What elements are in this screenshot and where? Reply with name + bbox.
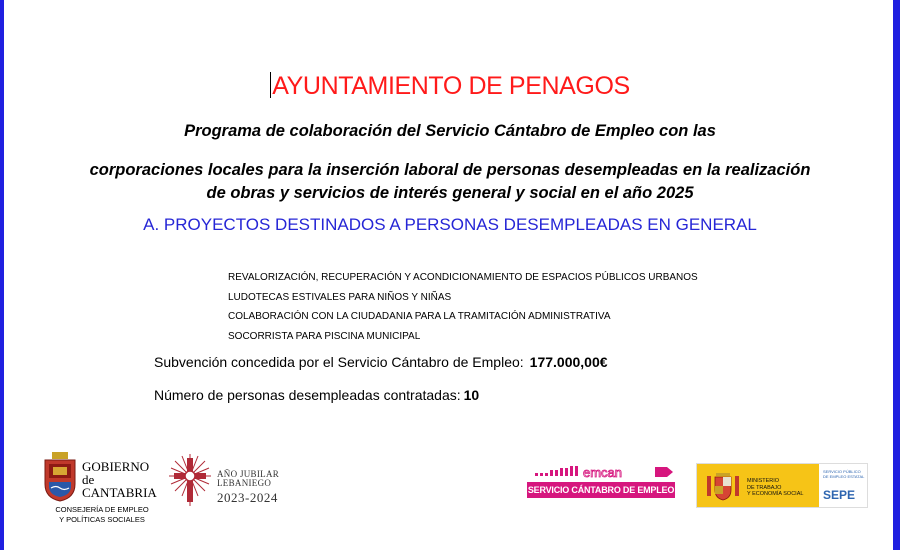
project-item: REVALORIZACIÓN, RECUPERACIÓN Y ACONDICIONAMIENTO DE ESPACIOS PÚBLICOS URBANOS bbox=[228, 272, 698, 283]
project-item: LUDOTECAS ESTIVALES PARA NIÑOS Y NIÑAS bbox=[228, 291, 452, 303]
project-item: SOCORRISTA PARA PISCINA MUNICIPAL bbox=[228, 330, 421, 342]
gobierno-line2: de bbox=[82, 472, 95, 487]
gobierno-line1: GOBIERNO bbox=[82, 459, 150, 474]
personas-value: 10 bbox=[463, 387, 480, 403]
sepe-small-line2: DE EMPLEO ESTATAL bbox=[823, 473, 865, 479]
consejeria-text bbox=[42, 505, 162, 525]
title-text: AYUNTAMIENTO DE PENAGOS bbox=[272, 72, 630, 100]
page-title bbox=[0, 72, 900, 101]
program-subtitle-block bbox=[0, 159, 900, 205]
consejeria-line1: CONSEJERÍA DE EMPLEO bbox=[55, 505, 149, 514]
emcan-bar-text: SERVICIO CÁNTABRO DE EMPLEO bbox=[527, 482, 675, 498]
ministerio-text bbox=[747, 478, 803, 498]
gobierno-name bbox=[82, 460, 157, 499]
sepe-panel bbox=[819, 464, 867, 507]
program-subtitle-line2: corporaciones locales para la inserción laboral de personas desempleadas en la realización bbox=[89, 161, 811, 179]
project-item: COLABORACIÓN CON LA CIUDADANIA PARA LA TRAMITACIÓN ADMINISTRATIVA bbox=[228, 311, 611, 322]
gobierno-cantabria-logo bbox=[42, 450, 167, 530]
gobierno-line3: CANTABRIA bbox=[82, 485, 157, 500]
subvencion-label: Subvención concedida por el Servicio Cántabro de Empleo: bbox=[154, 354, 524, 370]
ano-jubilar-logo bbox=[167, 452, 297, 512]
subvencion-amount: 177.000,00€ bbox=[529, 354, 608, 370]
emcan-brand-text: emcan bbox=[583, 466, 623, 480]
jubilar-line1: AÑO JUBILAR bbox=[217, 469, 280, 479]
ministerio-line2: DE TRABAJO bbox=[747, 484, 782, 491]
program-subtitle-line1: Programa de colaboración del Servicio Cántabro de Empleo con las bbox=[184, 122, 716, 140]
personas-line bbox=[154, 387, 479, 403]
sepe-small-text bbox=[823, 470, 864, 479]
spain-coat-of-arms-icon bbox=[705, 470, 741, 502]
jubilar-cross-icon bbox=[167, 452, 213, 508]
ministerio-line1: MINISTERIO bbox=[747, 478, 780, 484]
ministerio-sepe-logo bbox=[696, 463, 868, 508]
consejeria-line2: Y POLÍTICAS SOCIALES bbox=[59, 515, 145, 524]
section-heading: A. PROYECTOS DESTINADOS A PERSONAS DESEMPLEADAS EN GENERAL bbox=[143, 215, 757, 234]
ministerio-panel bbox=[697, 464, 819, 507]
sepe-small-line1: SERVICIO PÚBLICO bbox=[823, 469, 861, 474]
cantabria-shield-icon bbox=[42, 452, 78, 502]
program-subtitle-line3: de obras y servicios de interés general y social en el año 2025 bbox=[206, 184, 694, 202]
jubilar-line2: LEBANIEGO bbox=[217, 478, 272, 488]
emcan-logo bbox=[527, 466, 675, 500]
jubilar-text bbox=[217, 470, 279, 488]
jubilar-years: 2023-2024 bbox=[217, 490, 278, 505]
ministerio-line3: Y ECONOMÍA SOCIAL bbox=[747, 491, 804, 497]
emcan-brand-icon bbox=[527, 466, 675, 480]
subvencion-line bbox=[154, 354, 608, 370]
personas-label: Número de personas desempleadas contratadas: bbox=[154, 387, 461, 403]
project-list bbox=[228, 268, 698, 346]
sepe-text: SEPE bbox=[823, 488, 856, 502]
